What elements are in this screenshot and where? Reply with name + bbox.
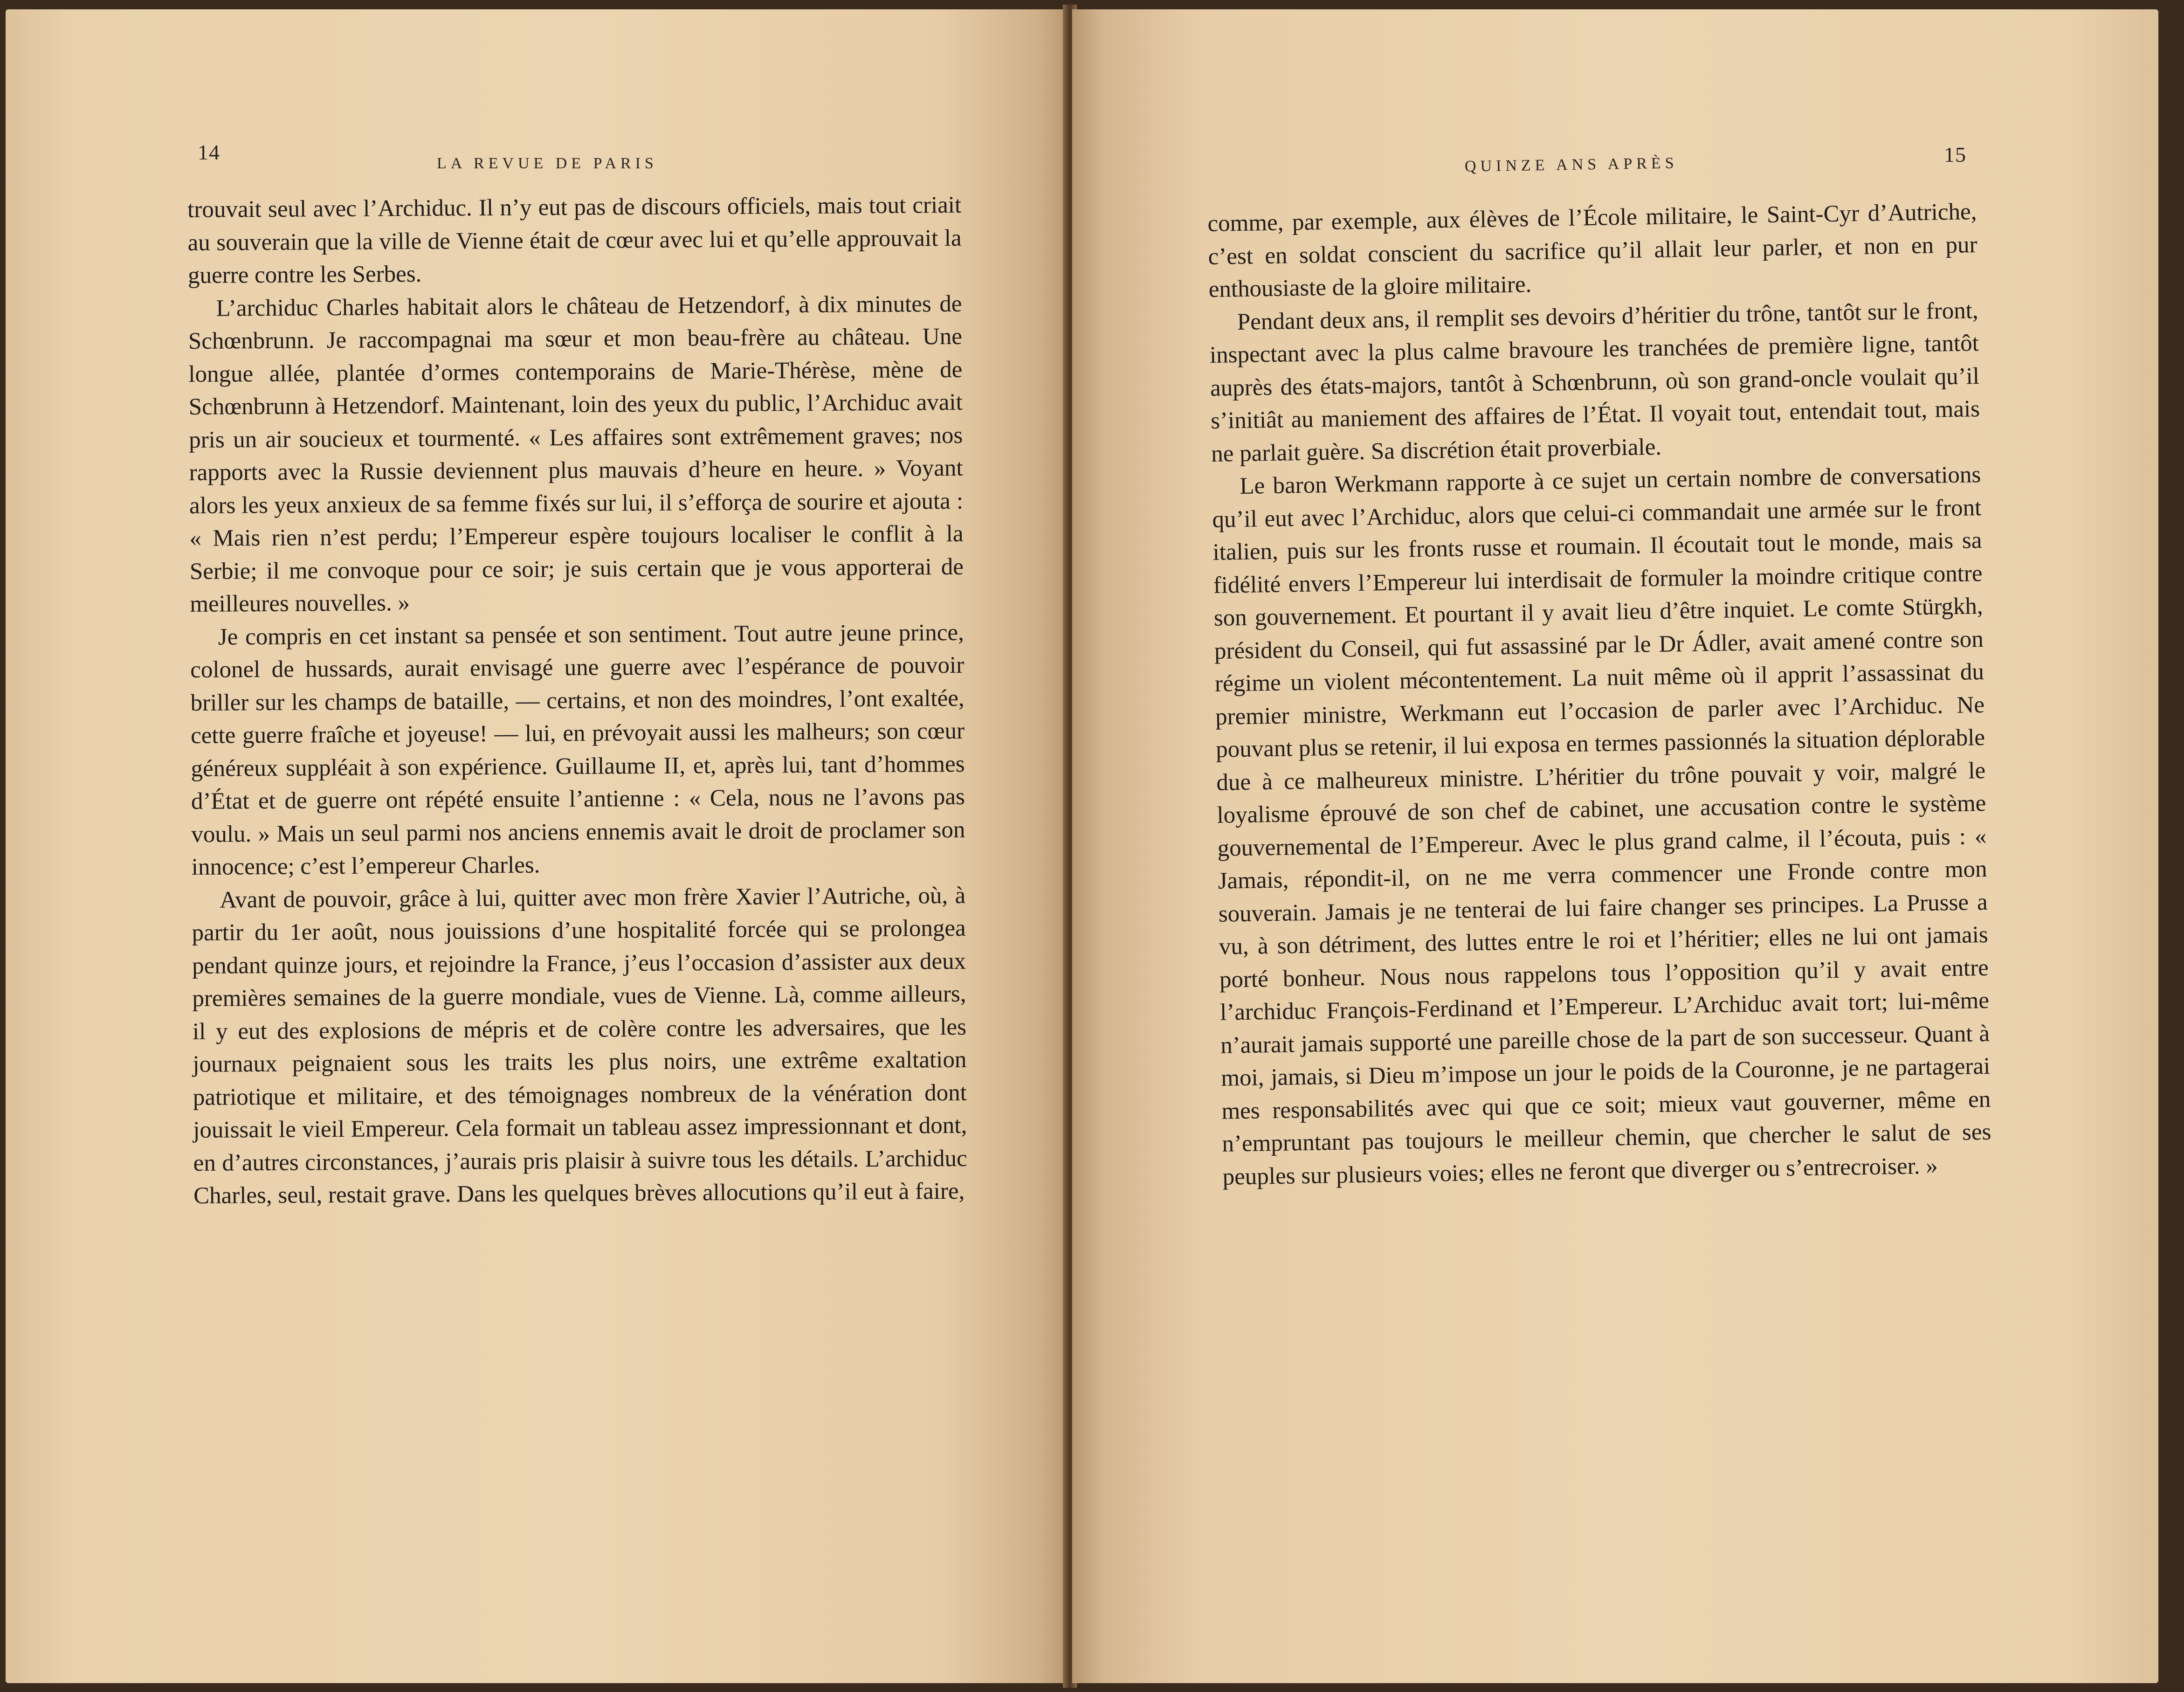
running-head: LA REVUE DE PARIS: [437, 155, 658, 172]
running-head: QUINZE ANS APRÈS: [1464, 154, 1678, 175]
page-number: 14: [198, 140, 220, 164]
left-page: [6, 9, 1068, 1683]
right-page: [1072, 9, 2158, 1683]
body-text: [187, 189, 967, 1213]
body-text: [1207, 195, 1992, 1194]
paragraph: Pendant deux ans, il remplit ses devoirs d’héritier du trône, tantôt sur le front, inspectant avec la plus calme bravoure les tranchées de première ligne, tantôt auprès des états-majors, tantôt à Schœnbrunn, où son grand-oncle voulait qu’il s’initiât au maniement des affaires de l’État. Il voyait tout, entendait tout, mais ne parlait guère. Sa discrétion était proverbiale.: [1209, 297, 1980, 467]
paragraph: Avant de pouvoir, grâce à lui, quitter avec mon frère Xavier l’Autriche, où, à partir du 1er août, nous jouissions d’une hospitalité forcée qui se prolongea pendant quinze jours, et rejoindre la France, j’eus l’occasion d’assister aux deux premières semaines de la guerre mondiale, vues de Vienne. Là, comme ailleurs, il y eut des explosions de mépris et de colère contre les adversaires, que les journaux peignaient sous les traits les plus noirs, une extrême exaltation patriotique et militaire, et des témoignages nombreux de la vénération dont jouissait le vieil Empereur. Cela formait un tableau assez impressionnant et dont, en d’autres circonstances, j’aurais pris plaisir à suivre tous les détails. L’archiduc Charles, seul, restait grave. Dans les quelques brèves allocutions qu’il eut à faire,: [192, 882, 967, 1209]
paragraph: comme, par exemple, aux élèves de l’École militaire, le Saint-Cyr d’Autriche, c’est en soldat conscient du sacrifice qu’il allait leur parler, et non en pur enthousiaste de la gloire militaire.: [1207, 199, 1977, 303]
paragraph: L’archiduc Charles habitait alors le château de Hetzendorf, à dix minutes de Schœnbrunn. Je raccompagnai ma sœur et mon beau-frère au château. Une longue allée, plantée d’ormes contemporains de Marie-Thérèse, mène de Schœnbrunn à Hetzendorf. Maintenant, loin des yeux du public, l’Archiduc avait pris un air soucieux et tourmenté. « Les affaires sont extrêmement graves; nos rapports avec la Russie deviennent plus mauvais d’heure en heure. » Voyant alors les yeux anxieux de sa femme fixés sur lui, il s’efforça de sourire et ajouta : « Mais rien n’est perdu; l’Empereur espère toujours localiser le conflit à la Serbie; il me convoque pour ce soir; je suis certain que je vous apporterai de meilleures nouvelles. »: [188, 290, 964, 617]
page-number: 15: [1944, 143, 1966, 166]
paragraph: trouvait seul avec l’Archiduc. Il n’y eut pas de discours officiels, mais tout criait au souverain que la ville de Vienne était de cœur avec lui et qu’elle approuvait la guerre contre les Serbes.: [187, 192, 962, 289]
paragraph: Le baron Werkmann rapporte à ce sujet un certain nombre de conversations qu’il eut avec l’Archiduc, alors que celui-ci commandait une armée sur le front italien, puis sur les fronts russe et roumain. Il écoutait tout le monde, mais sa fidélité envers l’Empereur lui interdisait de formuler la moindre critique contre son gouvernement. Et pourtant il y avait lieu d’être inquiet. Le comte Stürgkh, président du Conseil, qui fut assassiné par le Dr Ádler, avait amené contre son régime un violent mécontentement. La nuit même où il apprit l’assassinat du premier ministre, Werkmann eut l’occasion de parler avec l’Archiduc. Ne pouvant plus se retenir, il lui exposa en termes passionnés la situation déplorable due à ce malheureux ministre. L’héritier du trône pouvait y voir, malgré le loyalisme éprouvé de son chef de cabinet, une accusation contre le système gouvernemental de l’Empereur. Avec le plus grand calme, il l’écouta, puis : « Jamais, répondit-il, on ne me verra commencer une Fronde contre mon souverain. Jamais je ne tenterai de lui faire changer ses principes. La Prusse a vu, à son détriment, des luttes entre le roi et l’héritier; elles ne lui ont jamais porté bonheur. Nous nous rappelons tous l’opposition qu’il y avait entre l’archiduc François-Ferdinand et l’Empereur. L’Archiduc avait tort; lui-même n’aurait jamais supporté une pareille chose de la part de son successeur. Quant à moi, jamais, si Dieu m’impose un jour le poids de la Couronne, je ne partagerai mes responsabilités avec qui que ce soit; mieux vaut gouverner, même en n’empruntant pas toujours le meilleur chemin, que chercher le salut de ses peuples sur plusieurs voies; elles ne feront que diverger ou s’entrecroiser. »: [1212, 462, 1991, 1190]
paragraph: Je compris en cet instant sa pensée et son sentiment. Tout autre jeune prince, colonel de hussards, aurait envisagé une guerre avec l’espérance de pouvoir briller sur les champs de bataille, — certains, et non des moindres, l’ont exaltée, cette guerre fraîche et joyeuse! — lui, en prévoyait aussi les malheurs; son cœur généreux suppléait à son expérience. Guillaume II, et, après lui, tant d’hommes d’État et de guerre ont répété ensuite l’antienne : « Cela, nous ne l’avons pas voulu. » Mais un seul parmi nos anciens ennemis avait le droit de proclamer son innocence; c’est l’empereur Charles.: [190, 619, 965, 880]
